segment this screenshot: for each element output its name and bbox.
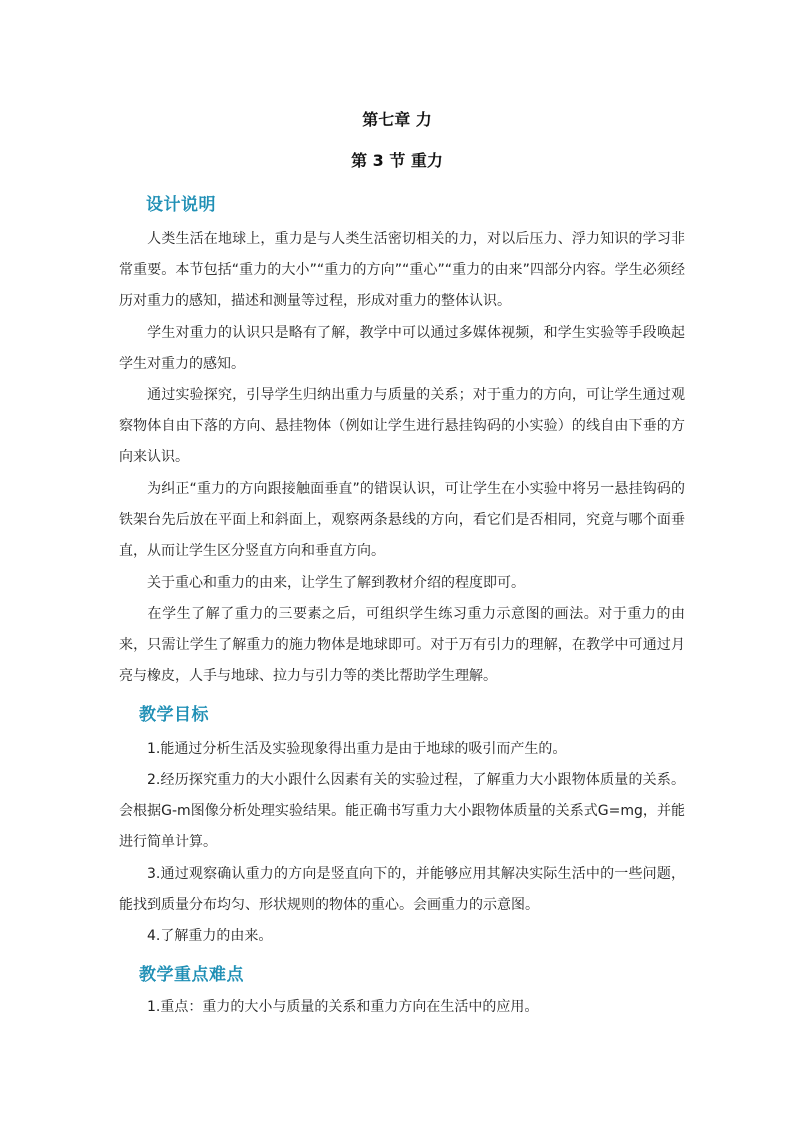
section-title: 第 3 节 重力 xyxy=(351,151,443,170)
paragraph: 通过实验探究，引导学生归纳出重力与质量的关系；对于重力的方向，可让学生通过观察物体自由下落的方向、悬挂物体（例如让学生进行悬挂钩码的小实验）的线自由下垂的方向来认识。 xyxy=(119,387,685,465)
paragraph: 4.了解重力的由来。 xyxy=(147,928,273,944)
paragraph: 关于重心和重力的由来，让学生了解到教材介绍的程度即可。 xyxy=(147,575,525,591)
heading-teaching-goals: 教学目标 xyxy=(139,705,209,725)
paragraph: 1.能通过分析生活及实验现象得出重力是由于地球的吸引而产生的。 xyxy=(147,741,567,757)
paragraph: 在学生了解了重力的三要素之后，可组织学生练习重力示意图的画法。对于重力的由来，只需让学生了解重力的施力物体是地球即可。对于万有引力的理解，在教学中可通过月亮与橡皮，人手与地球、拉力与引力等的类比帮助学生理解。 xyxy=(119,606,685,684)
paragraph: 3.通过观察确认重力的方向是竖直向下的，并能够应用其解决实际生活中的一些问题，能找到质量分布均匀、形状规则的物体的重心。会画重力的示意图。 xyxy=(119,866,685,913)
paragraph: 1.重点：重力的大小与质量的关系和重力方向在生活中的应用。 xyxy=(147,999,539,1015)
heading-design-notes: 设计说明 xyxy=(146,195,216,215)
chapter-title: 第七章 力 xyxy=(362,110,432,129)
paragraph: 2.经历探究重力的大小跟什么因素有关的实验过程，了解重力大小跟物体质量的关系。会根据G-m图像分析处理实验结果。能正确书写重力大小跟物体质量的关系式G=mg，并能进行简单计算。 xyxy=(119,772,685,850)
paragraph: 人类生活在地球上，重力是与人类生活密切相关的力，对以后压力、浮力知识的学习非常重要。本节包括“重力的大小”“重力的方向”“重心”“重力的由来”四部分内容。学生必须经历对重力的感知，描述和测量等过程，形成对重力的整体认识。 xyxy=(119,231,685,309)
paragraph: 为纠正“重力的方向跟接触面垂直”的错误认识，可让学生在小实验中将另一悬挂钩码的铁架台先后放在平面上和斜面上，观察两条悬线的方向，看它们是否相同，究竟与哪个面垂直，从而让学生区分竖直方向和垂直方向。 xyxy=(119,481,685,559)
heading-key-difficulties: 教学重点难点 xyxy=(139,965,244,985)
paragraph: 学生对重力的认识只是略有了解，教学中可以通过多媒体视频，和学生实验等手段唤起学生对重力的感知。 xyxy=(119,325,685,372)
